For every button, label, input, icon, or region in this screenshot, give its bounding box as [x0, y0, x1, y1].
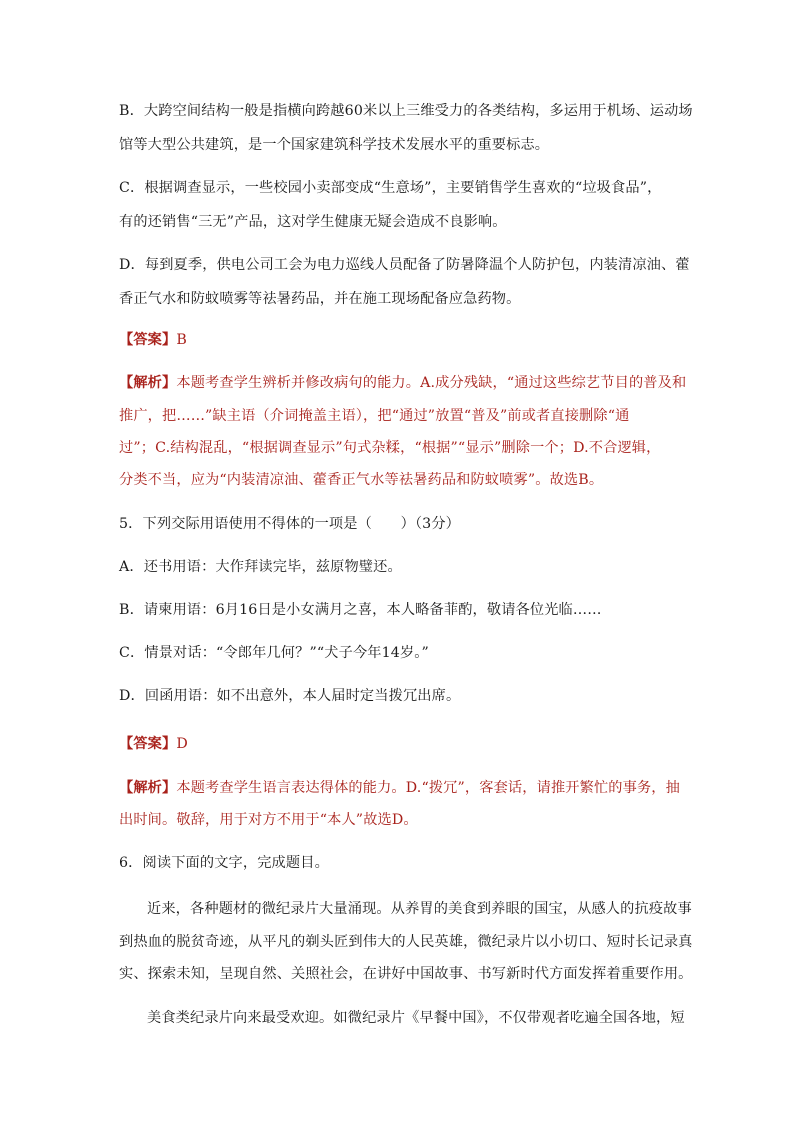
- option-c-line-1: C．根据调查显示，一些校园小卖部变成“生意场”，主要销售学生喜欢的“垃圾食品”，: [119, 180, 662, 196]
- analysis-label: 【解析】: [119, 375, 177, 391]
- passage-p2-line-1: 美食类纪录片向来最受欢迎。如微纪录片《早餐中国》，不仅带观者吃遍全国各地，短: [147, 1010, 685, 1026]
- option-d-line-1: D．每到夏季，供电公司工会为电力巡线人员配备了防暑降温个人防护包，内装清凉油、藿: [119, 257, 690, 273]
- question-5-stem: 5．下列交际用语使用不得体的一项是（ ）（3分）: [119, 516, 461, 532]
- answer-value: B: [176, 332, 187, 348]
- analysis-text: 本题考查学生语言表达得体的能力。D.“拨冗”，客套话，请推开繁忙的事务，抽: [176, 780, 680, 796]
- answer-value: D: [176, 736, 188, 752]
- q5-option-a: A．还书用语：大作拜读完毕，兹原物璧还。: [119, 559, 402, 575]
- q5-option-d: D．回函用语：如不出意外，本人届时定当拨冗出席。: [119, 688, 461, 704]
- q5-option-c: C．情景对话：“令郎年几何？”“犬子今年14岁。”: [119, 645, 429, 661]
- answer-q5: [119, 734, 679, 754]
- analysis-q4-line-2: 推广，把……”缺主语（介词掩盖主语），把“通过”放置“普及”前或者直接删除“通: [119, 408, 630, 424]
- analysis-q4-line-4: 分类不当，应为“内装清凉油、藿香正气水等祛暑药品和防蚊喷雾”。故选B。: [119, 472, 604, 488]
- passage-p1-line-3: 实、探索未知，呈现自然、关照社会，在讲好中国故事、书写新时代方面发挥着重要作用。: [119, 966, 693, 982]
- analysis-label: 【解析】: [119, 780, 177, 796]
- analysis-text: 本题考查学生辨析并修改病句的能力。A.成分残缺，“通过这些综艺节目的普及和: [176, 375, 687, 391]
- option-c-line-2: 有的还销售“三无”产品，这对学生健康无疑会造成不良影响。: [119, 214, 507, 230]
- option-d-line-2: 香正气水和防蚊喷雾等祛暑药品，并在施工现场配备应急药物。: [119, 291, 521, 307]
- answer-label: 【答案】: [119, 332, 177, 348]
- answer-q4: [119, 330, 679, 350]
- question-6-stem: 6．阅读下面的文字，完成题目。: [119, 855, 329, 871]
- analysis-q5-line-1: [119, 778, 679, 798]
- answer-label: 【答案】: [119, 736, 177, 752]
- analysis-q4-line-3: 过”；C.结构混乱，“根据调查显示”句式杂糅，“根据”“显示”删除一个；D.不合逻辑，: [119, 440, 661, 456]
- passage-p1-line-1: 近来，各种题材的微纪录片大量涌现。从养胃的美食到养眼的国宝，从感人的抗疫故事: [147, 901, 692, 917]
- option-b-line-1: B．大跨空间结构一般是指横向跨越60米以上三维受力的各类结构，多运用于机场、运动场: [119, 103, 693, 119]
- option-b-line-2: 馆等大型公共建筑，是一个国家建筑科学技术发展水平的重要标志。: [119, 137, 550, 153]
- q5-option-b: B．请柬用语：6月16日是小女满月之喜，本人略备菲酌，敬请各位光临……: [119, 602, 602, 618]
- passage-p1-line-2: 到热血的脱贫奇迹，从平凡的剃头匠到伟大的人民英雄，微纪录片以小切口、短时长记录真: [119, 934, 693, 950]
- analysis-q4-line-1: [119, 373, 687, 393]
- analysis-q5-line-2: 出时间。敬辞，用于对方不用于“本人”故选D。: [119, 812, 418, 828]
